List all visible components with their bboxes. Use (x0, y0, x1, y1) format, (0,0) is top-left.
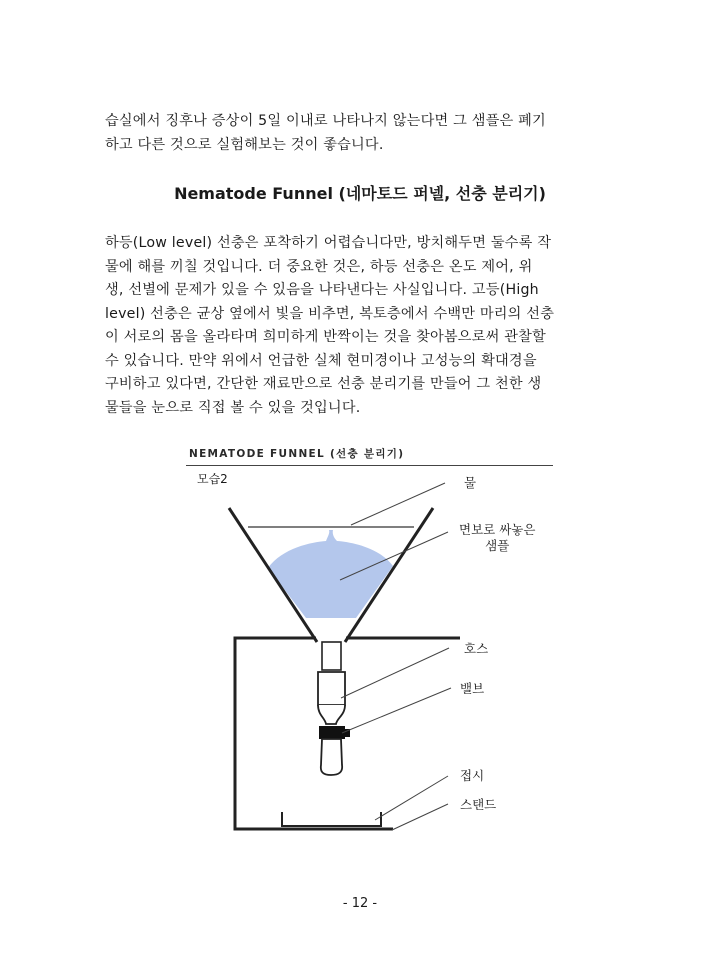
intro-line: 하고 다른 것으로 실험해보는 것이 좋습니다. (105, 136, 384, 153)
label-stand: 스탠드 (460, 797, 497, 812)
callout-line-hose (341, 648, 449, 698)
hose-tube (318, 672, 345, 705)
callout-line-water (351, 483, 445, 525)
label-sample-line1: 면보로 싸놓은 (459, 522, 536, 537)
callout-line-stand (392, 804, 448, 830)
valve-body (319, 726, 345, 739)
hose-neck (318, 705, 345, 724)
body-line: 수 있습니다. 만약 위에서 언급한 실체 현미경이나 고성능의 확대경을 (105, 352, 537, 369)
section-title: Nematode Funnel (네마토드 퍼넬, 선충 분리기) (174, 184, 546, 203)
body-line: 구비하고 있다면, 간단한 재료만으로 선충 분리기를 만들어 그 천한 생 (105, 376, 542, 392)
sample-bundle (268, 530, 393, 618)
label-sample-line2: 샘플 (485, 538, 510, 553)
body-line: 물들을 눈으로 직접 볼 수 있을 것입니다. (105, 399, 361, 416)
body-line: 이 서로의 몸을 올라타며 희미하게 반짝이는 것을 찾아봄으로써 관찰할 (105, 329, 546, 345)
dish (282, 812, 381, 826)
figure-title: NEMATODE FUNNEL (선충 분리기) (189, 448, 405, 460)
body-line: 생, 선별에 문제가 있을 수 있음을 나타낸다는 사실입니다. 고등(High (105, 282, 539, 298)
stand-frame (235, 638, 393, 829)
figure-subtitle: 모습2 (197, 472, 228, 486)
body-line: 하등(Low level) 선충은 포착하기 어렵습니다만, 방치해두면 둘수록 작 (105, 235, 552, 251)
label-dish: 접시 (460, 768, 485, 783)
lower-tube (321, 739, 342, 775)
hose-upper (322, 642, 341, 670)
label-hose: 호스 (464, 641, 489, 656)
body-line: level) 선충은 균상 옆에서 빛을 비추면, 복토층에서 수백만 마리의 선충 (105, 305, 555, 322)
body-line: 물에 해를 끼칠 것입니다. 더 중요한 것은, 하등 선충은 온도 제어, 위 (105, 258, 533, 275)
intro-line: 습실에서 징후나 증상이 5일 이내로 나타나지 않는다면 그 샘플은 폐기 (105, 113, 546, 129)
callout-line-valve (342, 688, 451, 733)
label-water: 물 (464, 475, 477, 490)
page-number: - 12 - (342, 896, 378, 911)
callout-line-dish (375, 776, 448, 820)
label-valve: 밸브 (460, 681, 485, 696)
label-sample (459, 522, 535, 554)
